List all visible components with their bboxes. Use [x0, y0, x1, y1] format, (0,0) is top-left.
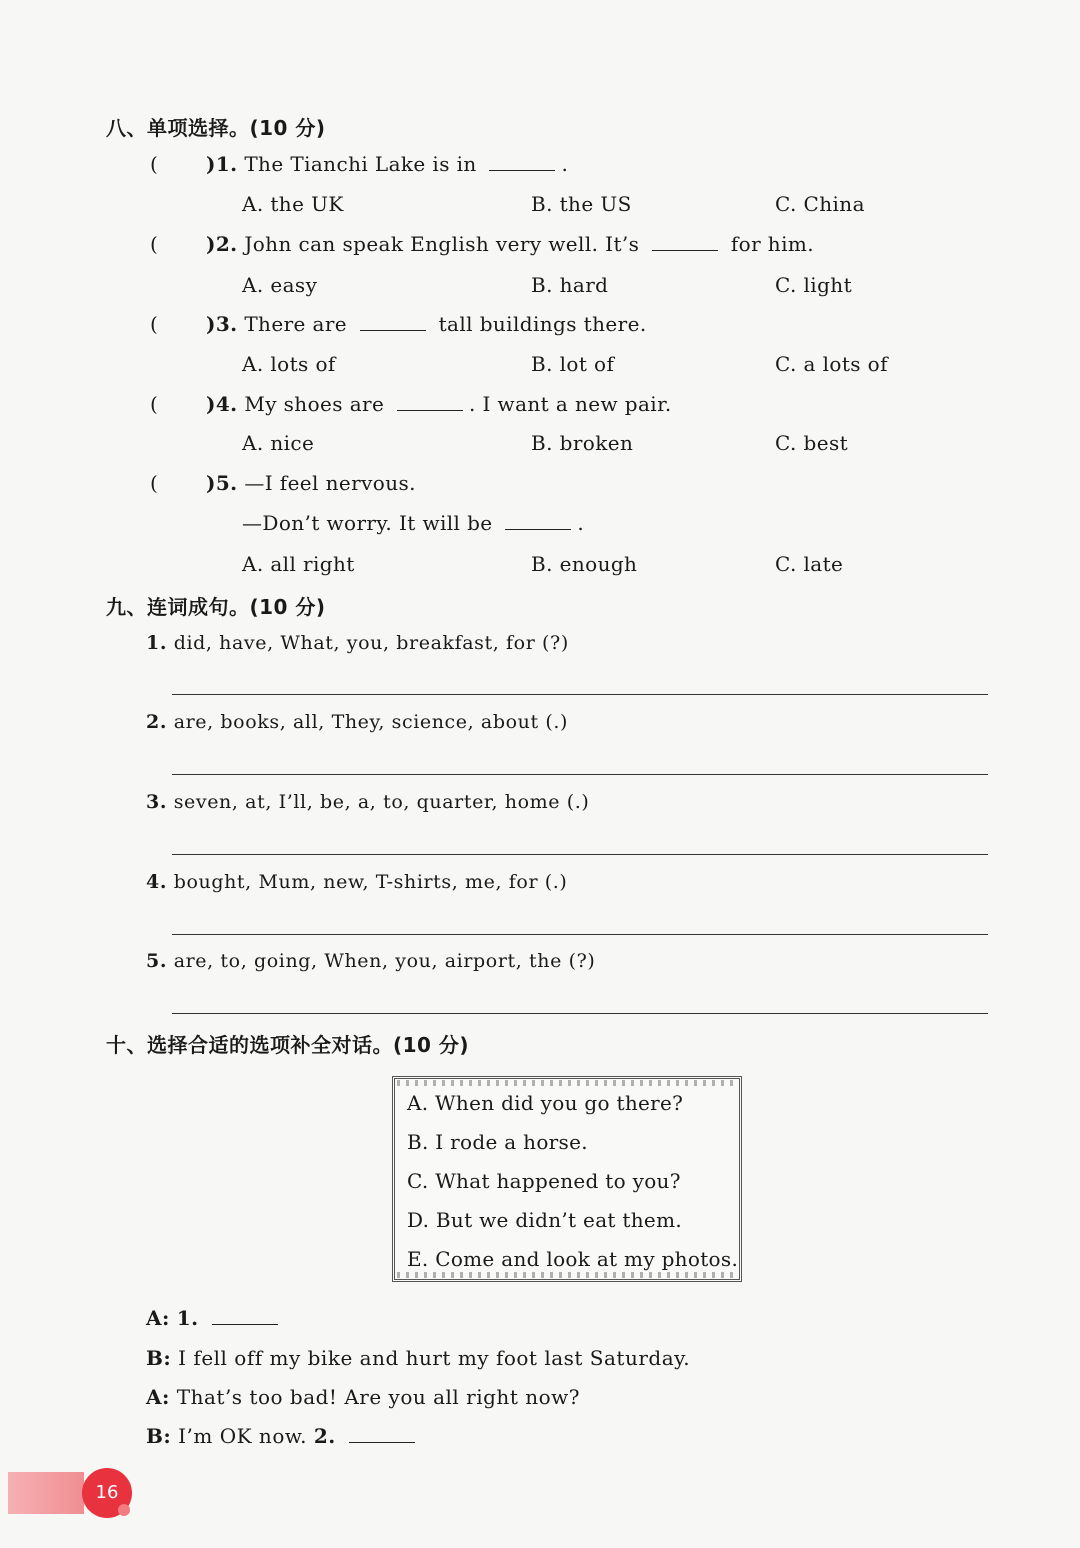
answer-line[interactable] [172, 774, 988, 775]
dialogue-option-a[interactable]: A. When did you go there? [407, 1091, 684, 1115]
border-decoration [397, 1272, 737, 1278]
option-a[interactable]: A. easy [242, 273, 318, 297]
reorder-item-3 [146, 791, 589, 813]
question-text-end: . [561, 152, 569, 176]
word-list: are, books, all, They, science, about (.) [173, 711, 569, 733]
reorder-item-1 [146, 632, 569, 654]
question-text-end: for him. [730, 232, 815, 256]
option-c[interactable]: C. light [775, 273, 853, 297]
option-c[interactable]: C. best [775, 431, 849, 455]
question-text: —Don’t worry. It will be [242, 511, 493, 535]
question-4 [206, 392, 672, 416]
border-decoration [397, 1080, 737, 1086]
question-number: )2. [206, 232, 238, 256]
reorder-item-5 [146, 950, 595, 972]
dialogue-option-d[interactable]: D. But we didn’t eat them. [407, 1208, 682, 1232]
word-list: bought, Mum, new, T-shirts, me, for (.) [173, 871, 568, 893]
question-number: )1. [206, 152, 238, 176]
dialogue-line-3 [146, 1385, 580, 1409]
speaker: A: [146, 1385, 170, 1409]
question-text: My shoes are [244, 392, 385, 416]
question-text: —I feel nervous. [244, 471, 416, 495]
option-b[interactable]: B. lot of [531, 352, 615, 376]
option-c[interactable]: C. a lots of [775, 352, 888, 376]
question-text: The Tianchi Lake is in [244, 152, 477, 176]
dialogue-line-4 [146, 1424, 421, 1448]
option-b[interactable]: B. enough [531, 552, 638, 576]
reorder-item-4 [146, 871, 567, 893]
dialogue-option-c[interactable]: C. What happened to you? [407, 1169, 681, 1193]
option-a[interactable]: A. the UK [242, 192, 344, 216]
section-10-heading: 十、选择合适的选项补全对话。(10 分) [106, 1033, 470, 1057]
speaker: A: [146, 1306, 170, 1330]
page-number-dot [118, 1504, 130, 1516]
answer-bracket: ( [150, 312, 158, 336]
answer-bracket: ( [150, 232, 158, 256]
option-b[interactable]: B. broken [531, 431, 634, 455]
answer-line[interactable] [172, 934, 988, 935]
answer-line[interactable] [172, 694, 988, 695]
question-5 [206, 471, 416, 495]
item-number: 1. [146, 632, 168, 654]
answer-bracket: ( [150, 392, 158, 416]
dialogue-option-e[interactable]: E. Come and look at my photos. [407, 1247, 739, 1271]
fill-blank[interactable] [397, 392, 463, 411]
section-8-heading: 八、单项选择。(10 分) [106, 116, 326, 140]
section-9-heading: 九、连词成句。(10 分) [106, 595, 326, 619]
question-5-line-2 [242, 511, 584, 535]
blank-number: 2. [313, 1424, 336, 1448]
speaker: B: [146, 1346, 172, 1370]
word-list: are, to, going, When, you, airport, the (?) [173, 950, 596, 972]
question-number: )3. [206, 312, 238, 336]
answer-line[interactable] [172, 1013, 988, 1014]
page-number: 16 [82, 1468, 132, 1518]
dialogue-option-b[interactable]: B. I rode a horse. [407, 1130, 588, 1154]
option-b[interactable]: B. the US [531, 192, 632, 216]
question-number: )4. [206, 392, 238, 416]
option-c[interactable]: C. China [775, 192, 865, 216]
fill-blank[interactable] [360, 312, 426, 331]
item-number: 2. [146, 711, 168, 733]
item-number: 4. [146, 871, 168, 893]
word-list: seven, at, I’ll, be, a, to, quarter, home (.) [173, 791, 590, 813]
answer-bracket: ( [150, 471, 158, 495]
question-3 [206, 312, 647, 336]
question-text: There are [244, 312, 348, 336]
question-text-end: . [577, 511, 585, 535]
dialogue-line-1 [146, 1306, 284, 1330]
fill-blank[interactable] [349, 1424, 415, 1443]
answer-bracket: ( [150, 152, 158, 176]
question-text-end: . I want a new pair. [468, 392, 672, 416]
question-text-end: tall buildings there. [438, 312, 647, 336]
fill-blank[interactable] [489, 152, 555, 171]
blank-number: 1. [176, 1306, 199, 1330]
question-1 [206, 152, 568, 176]
answer-line[interactable] [172, 854, 988, 855]
item-number: 3. [146, 791, 168, 813]
question-number: )5. [206, 471, 238, 495]
fill-blank[interactable] [212, 1306, 278, 1325]
option-a[interactable]: A. lots of [242, 352, 336, 376]
question-text: John can speak English very well. It’s [244, 232, 640, 256]
options-box [392, 1076, 742, 1282]
word-list: did, have, What, you, breakfast, for (?) [173, 632, 569, 654]
item-number: 5. [146, 950, 168, 972]
speaker: B: [146, 1424, 172, 1448]
dialogue-text: I fell off my bike and hurt my foot last Saturday. [178, 1346, 691, 1370]
option-c[interactable]: C. late [775, 552, 844, 576]
reorder-item-2 [146, 711, 568, 733]
option-b[interactable]: B. hard [531, 273, 609, 297]
dialogue-text: That’s too bad! Are you all right now? [176, 1385, 580, 1409]
fill-blank[interactable] [505, 511, 571, 530]
dialogue-line-2 [146, 1346, 690, 1370]
dialogue-text: I’m OK now. [178, 1424, 307, 1448]
fill-blank[interactable] [652, 232, 718, 251]
option-a[interactable]: A. nice [242, 431, 315, 455]
page-number-bar [8, 1472, 84, 1514]
question-2 [206, 232, 814, 256]
option-a[interactable]: A. all right [242, 552, 355, 576]
